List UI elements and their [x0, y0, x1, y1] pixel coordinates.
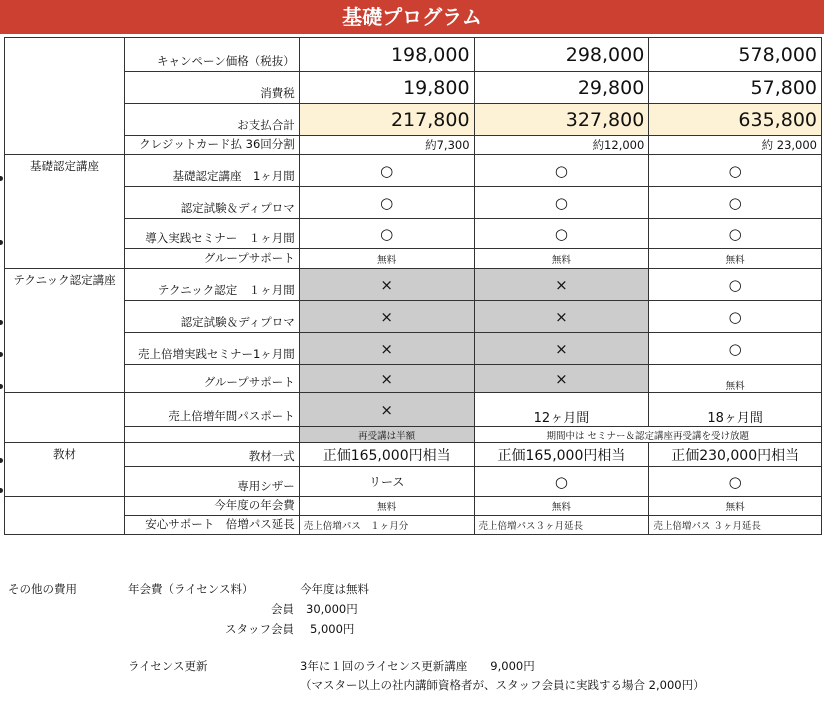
technique-row-3	[5, 333, 822, 365]
program-table	[4, 37, 822, 535]
technique-row-1	[5, 269, 822, 301]
other-costs-heading: その他の費用	[8, 582, 77, 596]
basic-row-label: 認定試験＆ディプロマ	[125, 187, 300, 219]
passport-note-row	[5, 427, 822, 443]
materials-cell: ○	[649, 467, 822, 497]
staff-label: スタッフ会員	[225, 622, 294, 636]
row-marker	[0, 320, 3, 325]
basic-cell: ○	[474, 155, 649, 187]
credit-1: 約7,300	[299, 136, 474, 155]
technique-row-4	[5, 365, 822, 393]
page-title: 基礎プログラム	[0, 0, 824, 34]
basic-row-4	[5, 249, 822, 269]
technique-cell: ×	[474, 301, 649, 333]
materials-cell: 正価165,000円相当	[474, 443, 649, 467]
tax-2: 29,800	[474, 72, 649, 104]
passport-note-2: 期間中は セミナー＆認定講座再受講を受け放題	[474, 427, 821, 443]
passport-row	[5, 393, 822, 427]
support-row	[5, 516, 822, 535]
support-label: 安心サポート 倍増パス延長	[125, 516, 300, 535]
credit-label: クレジットカード払 36回分割	[125, 136, 300, 155]
technique-cell: ○	[649, 269, 822, 301]
materials-cell: 正価165,000円相当	[299, 443, 474, 467]
technique-cell: ×	[299, 301, 474, 333]
row-marker	[0, 352, 3, 357]
row-marker	[0, 240, 3, 245]
materials-row-label: 専用シザー	[125, 467, 300, 497]
license-fee-value: 今年度は無料	[300, 582, 369, 596]
basic-cell: 無料	[649, 249, 822, 269]
tax-row	[5, 72, 822, 104]
technique-cell: ×	[474, 333, 649, 365]
annual-fee-row	[5, 497, 822, 516]
support-cell: 売上倍増パス １ヶ月分	[299, 516, 474, 535]
basic-cell: ○	[299, 219, 474, 249]
passport-note-1: 再受講は半額	[299, 427, 474, 443]
credit-3: 約 23,000	[649, 136, 822, 155]
materials-cell: 正価230,000円相当	[649, 443, 822, 467]
row-marker	[0, 384, 3, 389]
technique-row-2	[5, 301, 822, 333]
annual-fee-label: 今年度の年会費	[125, 497, 300, 516]
basic-cell: ○	[299, 187, 474, 219]
technique-cell: ×	[299, 365, 474, 393]
basic-row-label: グループサポート	[125, 249, 300, 269]
technique-cell: ×	[299, 269, 474, 301]
materials-row-label: 教材一式	[125, 443, 300, 467]
basic-cell: ○	[474, 187, 649, 219]
row-marker	[0, 488, 3, 493]
tax-label: 消費税	[125, 72, 300, 104]
materials-cell: ○	[474, 467, 649, 497]
basic-row-3	[5, 219, 822, 249]
basic-row-1	[5, 155, 822, 187]
campaign-price-2: 298,000	[474, 38, 649, 72]
passport-cell: 18ヶ月間	[649, 393, 822, 427]
annual-fee-cell: 無料	[299, 497, 474, 516]
basic-cell: 無料	[299, 249, 474, 269]
materials-group-label: 教材	[5, 443, 125, 497]
tax-1: 19,800	[299, 72, 474, 104]
campaign-price-1: 198,000	[299, 38, 474, 72]
row-marker	[0, 458, 3, 463]
basic-cell: ○	[649, 219, 822, 249]
basic-cell: ○	[649, 155, 822, 187]
total-row	[5, 104, 822, 136]
total-label: お支払合計	[125, 104, 300, 136]
annual-fee-cell: 無料	[649, 497, 822, 516]
basic-cell: 無料	[474, 249, 649, 269]
blank-cell	[5, 38, 125, 155]
technique-row-label: 売上倍増実践セミナー1ヶ月間	[125, 333, 300, 365]
support-cell: 売上倍増パス ３ヶ月延長	[649, 516, 822, 535]
basic-cell: ○	[474, 219, 649, 249]
credit-row	[5, 136, 822, 155]
passport-cell: 12ヶ月間	[474, 393, 649, 427]
support-cell: 売上倍増パス３ヶ月延長	[474, 516, 649, 535]
campaign-price-label: キャンペーン価格（税抜）	[125, 38, 300, 72]
renewal-label: ライセンス更新	[128, 659, 208, 673]
row-marker	[0, 176, 3, 181]
basic-group-label: 基礎認定講座	[5, 155, 125, 269]
materials-row-1	[5, 443, 822, 467]
staff-value: 5,000円	[310, 622, 355, 636]
campaign-price-3: 578,000	[649, 38, 822, 72]
basic-row-2	[5, 187, 822, 219]
member-value: 30,000円	[306, 602, 358, 616]
basic-row-label: 基礎認定講座 1ヶ月間	[125, 155, 300, 187]
materials-cell: リース	[299, 467, 474, 497]
materials-row-2	[5, 467, 822, 497]
technique-group-label: テクニック認定講座	[5, 269, 125, 393]
basic-cell: ○	[649, 187, 822, 219]
member-label: 会員	[271, 602, 294, 616]
basic-row-label: 導入実践セミナー １ヶ月間	[125, 219, 300, 249]
tax-3: 57,800	[649, 72, 822, 104]
blank-cell	[5, 497, 125, 535]
technique-cell: 無料	[649, 365, 822, 393]
total-2: 327,800	[474, 104, 649, 136]
passport-label: 売上倍増年間パスポート	[125, 393, 300, 427]
technique-row-label: グループサポート	[125, 365, 300, 393]
campaign-price-row	[5, 38, 822, 72]
technique-row-label: 認定試験＆ディプロマ	[125, 301, 300, 333]
renewal-note: （マスター以上の社内講師資格者が、スタッフ会員に実践する場合 2,000円）	[300, 678, 705, 692]
blank-cell	[5, 393, 125, 443]
technique-cell: ×	[299, 333, 474, 365]
blank-cell	[125, 427, 300, 443]
passport-cell: ×	[299, 393, 474, 427]
annual-fee-cell: 無料	[474, 497, 649, 516]
license-fee-label: 年会費（ライセンス料）	[128, 582, 254, 596]
technique-cell: ○	[649, 301, 822, 333]
total-1: 217,800	[299, 104, 474, 136]
renewal-value: 3年に１回のライセンス更新講座 9,000円	[300, 659, 535, 673]
credit-2: 約12,000	[474, 136, 649, 155]
basic-cell: ○	[299, 155, 474, 187]
total-3: 635,800	[649, 104, 822, 136]
technique-cell: ×	[474, 269, 649, 301]
technique-cell: ○	[649, 333, 822, 365]
technique-cell: ×	[474, 365, 649, 393]
technique-row-label: テクニック認定 １ヶ月間	[125, 269, 300, 301]
